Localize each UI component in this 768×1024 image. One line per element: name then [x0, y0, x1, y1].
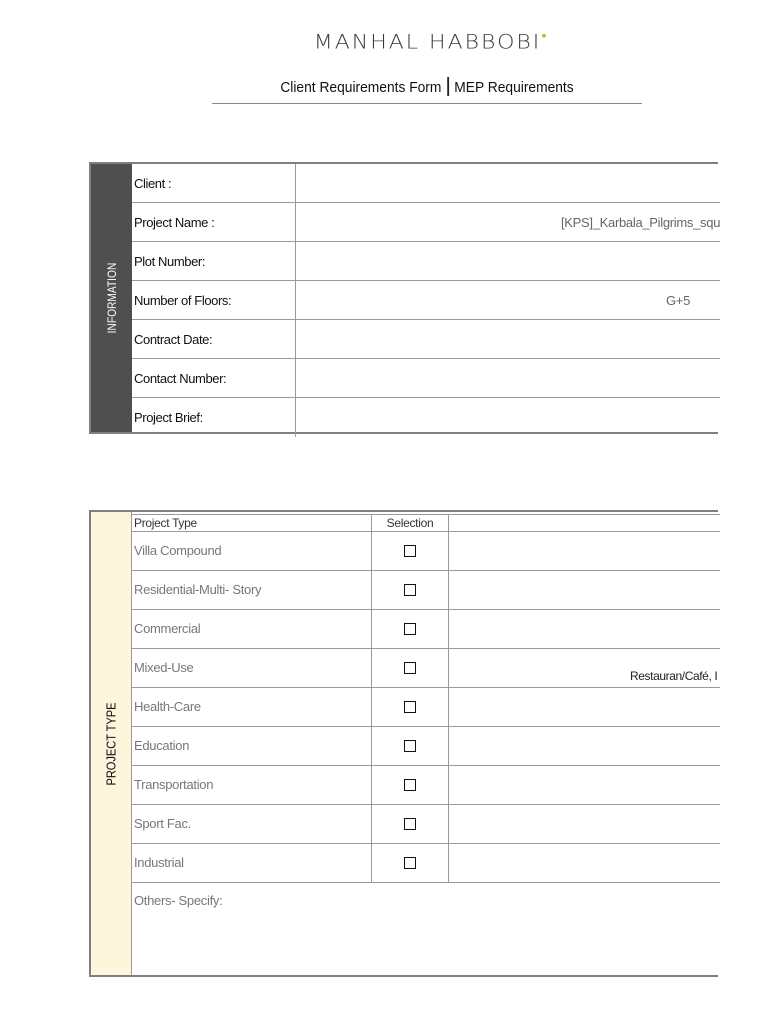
commercial-checkbox[interactable] [404, 623, 416, 635]
contact-number-field[interactable] [297, 359, 720, 397]
info-row-number-of-floors [132, 281, 720, 320]
selection-cell [372, 766, 449, 804]
form-title [229, 77, 625, 96]
table-row [132, 610, 720, 649]
info-label: Number of Floors: [132, 281, 296, 319]
selection-cell [372, 532, 449, 570]
mixed-use-checkbox[interactable] [404, 662, 416, 674]
transportation-checkbox[interactable] [404, 779, 416, 791]
info-label: Client : [132, 164, 296, 202]
table-row [132, 532, 720, 571]
table-row [132, 688, 720, 727]
project-type-name: Residential-Multi- Story [132, 571, 372, 609]
logo-text: MANHAL HABBOBI [313, 31, 542, 54]
info-row-project-name [132, 203, 720, 242]
title-underline [212, 103, 642, 104]
industrial-checkbox[interactable] [404, 857, 416, 869]
info-label: Project Brief: [132, 398, 296, 437]
selection-cell [372, 805, 449, 843]
project-type-side-label: PROJECT TYPE [91, 512, 132, 975]
project-type-name: Commercial [132, 610, 372, 648]
logo-dot-icon [542, 34, 546, 38]
contract-date-field[interactable] [297, 320, 720, 358]
others-specify-field[interactable] [132, 883, 720, 977]
selection-cell [372, 649, 449, 687]
title-separator [447, 77, 449, 96]
table-row [132, 805, 720, 844]
selection-cell [372, 610, 449, 648]
selection-cell [372, 688, 449, 726]
table-row [132, 649, 720, 688]
column-header-project-type: Project Type [132, 515, 372, 531]
project-type-name: Sport Fac. [132, 805, 372, 843]
project-type-name: Health-Care [132, 688, 372, 726]
sport-fac-checkbox[interactable] [404, 818, 416, 830]
project-name-field[interactable]: [KPS]_Karbala_Pilgrims_squ [561, 215, 720, 230]
company-logo [0, 31, 768, 54]
table-row [132, 571, 720, 610]
number-of-floors-field[interactable]: G+5 [666, 293, 691, 308]
mixed-use-note: Restauran/Café, I [630, 669, 718, 683]
plot-number-field[interactable] [297, 242, 720, 280]
information-side-label: INFORMATION [91, 164, 132, 432]
project-type-header [132, 514, 720, 532]
form-title-right: MEP Requirements [454, 79, 574, 96]
project-type-name: Industrial [132, 844, 372, 882]
project-type-table [89, 510, 718, 977]
info-row-project-brief [132, 398, 720, 437]
selection-cell [372, 727, 449, 765]
villa-compound-checkbox[interactable] [404, 545, 416, 557]
info-label: Contract Date: [132, 320, 296, 358]
table-row [132, 844, 720, 883]
info-row-plot-number [132, 242, 720, 281]
column-header-selection: Selection [372, 515, 449, 531]
selection-cell [372, 571, 449, 609]
information-table [89, 162, 718, 434]
info-label: Project Name : [132, 203, 296, 241]
project-brief-field[interactable] [297, 398, 720, 437]
selection-cell [372, 844, 449, 882]
info-row-contact-number [132, 359, 720, 398]
info-row-contract-date [132, 320, 720, 359]
info-row-client [132, 164, 720, 203]
project-type-name: Mixed-Use [132, 649, 372, 687]
others-specify-label: Others- Specify: [134, 893, 223, 908]
residential-multi-story-checkbox[interactable] [404, 584, 416, 596]
table-row [132, 727, 720, 766]
project-type-name: Education [132, 727, 372, 765]
education-checkbox[interactable] [404, 740, 416, 752]
client-field[interactable] [297, 164, 720, 202]
table-row [132, 766, 720, 805]
info-label: Plot Number: [132, 242, 296, 280]
health-care-checkbox[interactable] [404, 701, 416, 713]
info-label: Contact Number: [132, 359, 296, 397]
project-type-name: Transportation [132, 766, 372, 804]
project-type-name: Villa Compound [132, 532, 372, 570]
form-title-left: Client Requirements Form [280, 79, 442, 96]
